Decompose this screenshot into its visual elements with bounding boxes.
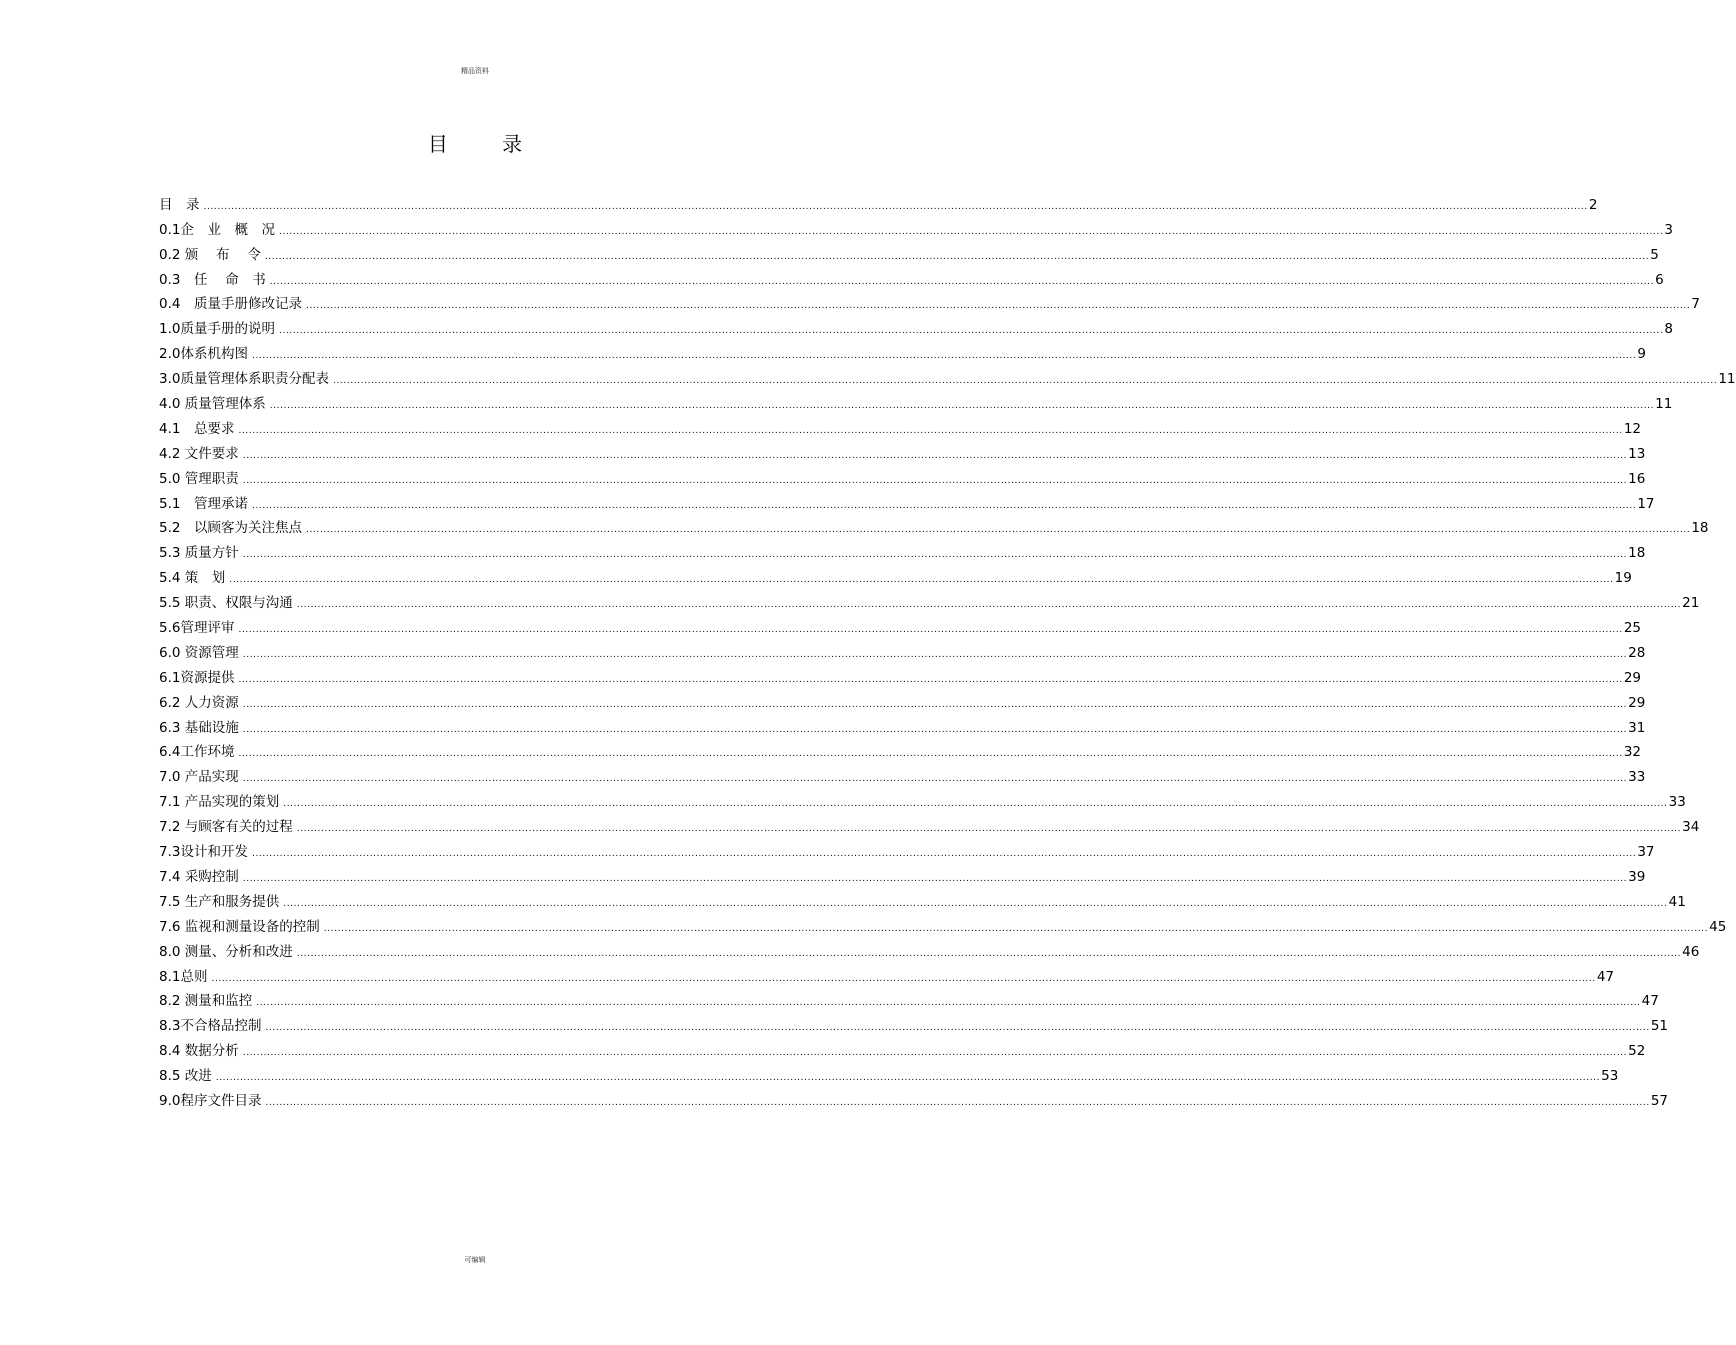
toc-entry[interactable] <box>159 935 1700 960</box>
toc-entry-label: 4.1 总要求 <box>159 420 235 437</box>
table-of-contents <box>159 188 1736 1109</box>
toc-dot-leader: ................................................................................................................................................................................................................................................................................................................................................................................................................ <box>238 674 1623 685</box>
toc-entry-label: 5.4 策 划 <box>159 570 226 587</box>
toc-dot-leader: ................................................................................................................................................................................................................................................................................................................................................................................................................ <box>305 525 1691 536</box>
toc-entry-label: 4.2 文件要求 <box>159 445 239 462</box>
toc-dot-leader: ................................................................................................................................................................................................................................................................................................................................................................................................................ <box>242 699 1628 710</box>
toc-entry-page-number: 9 <box>1637 346 1646 363</box>
toc-entry-label: 5.3 质量方针 <box>159 545 239 562</box>
toc-entry-page-number: 28 <box>1628 644 1646 661</box>
toc-entry[interactable] <box>159 611 1642 637</box>
toc-entry-page-number: 45 <box>1709 918 1727 935</box>
toc-entry[interactable] <box>159 1009 1669 1035</box>
toc-entry-label: 0.3 任 命 书 <box>159 271 266 288</box>
toc-entry[interactable] <box>159 586 1700 612</box>
toc-dot-leader: ................................................................................................................................................................................................................................................................................................................................................................................................................ <box>238 625 1623 636</box>
toc-entry-label: 7.5 生产和服务提供 <box>159 893 280 910</box>
toc-entry-label: 6.2 人力资源 <box>159 694 239 711</box>
toc-entry-label: 6.0 资源管理 <box>159 644 239 661</box>
toc-entry-label: 5.1 管理承诺 <box>159 495 248 512</box>
toc-entry[interactable] <box>159 487 1655 512</box>
toc-entry-label: 8.2 测量和监控 <box>159 993 253 1010</box>
page-header: 精品资料 <box>461 67 489 75</box>
toc-entry-label: 0.1企 业 概 况 <box>159 221 275 238</box>
toc-entry-page-number: 7 <box>1691 296 1700 313</box>
toc-entry-label: 目 录 <box>159 196 200 213</box>
toc-entry-label: 5.2 以顾客为关注焦点 <box>159 520 302 537</box>
toc-entry-page-number: 41 <box>1668 893 1686 910</box>
toc-entry-label: 4.0 质量管理体系 <box>159 396 266 413</box>
toc-entry[interactable] <box>159 760 1646 786</box>
toc-entry-page-number: 18 <box>1628 545 1646 562</box>
toc-dot-leader: ................................................................................................................................................................................................................................................................................................................................................................................................................ <box>251 351 1637 362</box>
toc-dot-leader: ................................................................................................................................................................................................................................................................................................................................................................................................................ <box>278 226 1664 237</box>
toc-dot-leader: ................................................................................................................................................................................................................................................................................................................................................................................................................ <box>265 1097 1650 1108</box>
toc-entry-page-number: 17 <box>1637 495 1655 512</box>
toc-entry-page-number: 18 <box>1691 520 1709 537</box>
toc-entry-page-number: 29 <box>1623 669 1642 686</box>
toc-dot-leader: ................................................................................................................................................................................................................................................................................................................................................................................................................ <box>242 1048 1628 1059</box>
toc-entry-page-number: 34 <box>1682 819 1700 836</box>
toc-entry-page-number: 51 <box>1650 1018 1669 1035</box>
toc-entry[interactable] <box>159 213 1673 238</box>
toc-dot-leader: ................................................................................................................................................................................................................................................................................................................................................................................................................ <box>242 774 1628 785</box>
toc-entry-page-number: 33 <box>1668 794 1686 811</box>
toc-entry-page-number: 29 <box>1628 694 1646 711</box>
toc-entry-label: 0.2 颁 布 令 <box>159 246 261 263</box>
toc-entry[interactable] <box>159 238 1659 263</box>
toc-entry-label: 8.0 测量、分析和改进 <box>159 943 293 960</box>
toc-entry[interactable] <box>159 910 1727 935</box>
toc-dot-leader: ................................................................................................................................................................................................................................................................................................................................................................................................................ <box>278 326 1664 337</box>
toc-entry-label: 0.4 质量手册修改记录 <box>159 296 302 313</box>
toc-dot-leader: ................................................................................................................................................................................................................................................................................................................................................................................................................ <box>296 824 1682 835</box>
toc-entry[interactable] <box>159 636 1646 661</box>
toc-dot-leader: ................................................................................................................................................................................................................................................................................................................................................................................................................ <box>283 799 1668 810</box>
toc-entry-page-number: 13 <box>1628 445 1646 462</box>
toc-dot-leader: ................................................................................................................................................................................................................................................................................................................................................................................................................ <box>269 401 1655 412</box>
toc-entry-label: 5.5 职责、权限与沟通 <box>159 595 293 612</box>
toc-entry[interactable] <box>159 661 1642 686</box>
toc-entry[interactable] <box>159 263 1664 288</box>
toc-dot-leader: ................................................................................................................................................................................................................................................................................................................................................................................................................ <box>242 873 1628 884</box>
toc-entry-label: 2.0体系机构图 <box>159 346 248 363</box>
toc-entry-label: 8.3不合格品控制 <box>159 1018 262 1035</box>
toc-entry[interactable] <box>159 1059 1619 1085</box>
toc-dot-leader: ................................................................................................................................................................................................................................................................................................................................................................................................................ <box>229 575 1614 586</box>
toc-dot-leader: ................................................................................................................................................................................................................................................................................................................................................................................................................ <box>242 550 1628 561</box>
toc-entry-page-number: 8 <box>1664 321 1673 338</box>
toc-dot-leader: ................................................................................................................................................................................................................................................................................................................................................................................................................ <box>242 450 1628 461</box>
toc-entry-page-number: 11 <box>1718 371 1736 388</box>
toc-dot-leader: ................................................................................................................................................................................................................................................................................................................................................................................................................ <box>242 649 1628 660</box>
page-footer: 可编辑 <box>464 1256 486 1264</box>
toc-entry[interactable] <box>159 785 1686 811</box>
toc-entry-page-number: 37 <box>1637 844 1655 861</box>
toc-dot-leader: ................................................................................................................................................................................................................................................................................................................................................................................................................ <box>332 376 1718 387</box>
toc-dot-leader: ................................................................................................................................................................................................................................................................................................................................................................................................................ <box>203 201 1588 212</box>
toc-entry-page-number: 12 <box>1623 420 1642 437</box>
toc-entry-page-number: 11 <box>1655 396 1673 413</box>
toc-entry-label: 5.6管理评审 <box>159 620 235 637</box>
toc-entry-page-number: 2 <box>1588 196 1598 213</box>
toc-entry-label: 8.1总则 <box>159 968 208 985</box>
toc-entry-label: 7.3设计和开发 <box>159 844 248 861</box>
toc-entry-page-number: 53 <box>1601 1068 1619 1085</box>
toc-entry[interactable] <box>159 362 1736 388</box>
toc-entry-page-number: 33 <box>1628 769 1646 786</box>
toc-entry-page-number: 47 <box>1596 968 1615 985</box>
toc-entry[interactable] <box>159 536 1646 562</box>
toc-entry-label: 7.6 监视和测量设备的控制 <box>159 918 320 935</box>
toc-dot-leader: ................................................................................................................................................................................................................................................................................................................................................................................................................ <box>251 849 1637 860</box>
toc-dot-leader: ................................................................................................................................................................................................................................................................................................................................................................................................................ <box>215 1073 1601 1084</box>
toc-entry-page-number: 19 <box>1614 570 1632 587</box>
toc-dot-leader: ................................................................................................................................................................................................................................................................................................................................................................................................................ <box>242 475 1628 486</box>
toc-dot-leader: ................................................................................................................................................................................................................................................................................................................................................................................................................ <box>296 948 1682 959</box>
page-title: 目 录 <box>427 132 547 156</box>
toc-dot-leader: ................................................................................................................................................................................................................................................................................................................................................................................................................ <box>238 425 1623 436</box>
toc-entry[interactable] <box>159 437 1646 462</box>
toc-entry[interactable] <box>159 387 1673 413</box>
toc-dot-leader: ................................................................................................................................................................................................................................................................................................................................................................................................................ <box>283 898 1668 909</box>
toc-entry-label: 9.0程序文件目录 <box>159 1092 262 1109</box>
toc-entry-page-number: 3 <box>1664 221 1673 238</box>
toc-entry[interactable] <box>159 561 1632 587</box>
toc-dot-leader: ................................................................................................................................................................................................................................................................................................................................................................................................................ <box>242 724 1628 735</box>
toc-entry-label: 5.0 管理职责 <box>159 470 239 487</box>
toc-entry[interactable] <box>159 860 1646 885</box>
toc-entry[interactable] <box>159 686 1646 711</box>
toc-entry[interactable] <box>159 1084 1669 1109</box>
toc-entry-label: 7.0 产品实现 <box>159 769 239 786</box>
toc-entry-page-number: 47 <box>1641 993 1659 1010</box>
toc-dot-leader: ................................................................................................................................................................................................................................................................................................................................................................................................................ <box>305 301 1691 312</box>
toc-entry-page-number: 32 <box>1623 744 1642 761</box>
toc-entry-page-number: 39 <box>1628 868 1646 885</box>
toc-entry[interactable] <box>159 711 1646 736</box>
toc-entry-page-number: 21 <box>1682 595 1700 612</box>
toc-entry[interactable] <box>159 462 1646 487</box>
toc-entry-page-number: 6 <box>1655 271 1664 288</box>
toc-dot-leader: ................................................................................................................................................................................................................................................................................................................................................................................................................ <box>264 251 1650 262</box>
toc-entry[interactable] <box>159 835 1655 861</box>
toc-entry-label: 8.5 改进 <box>159 1068 212 1085</box>
toc-entry-label: 7.1 产品实现的策划 <box>159 794 280 811</box>
toc-entry-label: 8.4 数据分析 <box>159 1043 239 1060</box>
toc-entry[interactable] <box>159 412 1642 437</box>
toc-entry[interactable] <box>159 512 1709 537</box>
toc-entry-page-number: 52 <box>1628 1043 1646 1060</box>
toc-entry-label: 6.4工作环境 <box>159 744 235 761</box>
toc-entry[interactable] <box>159 188 1598 213</box>
toc-dot-leader: ................................................................................................................................................................................................................................................................................................................................................................................................................ <box>211 973 1596 984</box>
toc-entry[interactable] <box>159 288 1700 313</box>
toc-entry-label: 3.0质量管理体系职责分配表 <box>159 371 329 388</box>
toc-entry[interactable] <box>159 885 1686 910</box>
toc-dot-leader: ................................................................................................................................................................................................................................................................................................................................................................................................................ <box>296 600 1682 611</box>
toc-entry-page-number: 25 <box>1623 620 1642 637</box>
toc-entry[interactable] <box>159 736 1642 761</box>
toc-entry[interactable] <box>159 810 1700 836</box>
toc-entry[interactable] <box>159 312 1673 338</box>
toc-dot-leader: ................................................................................................................................................................................................................................................................................................................................................................................................................ <box>323 923 1709 934</box>
toc-dot-leader: ................................................................................................................................................................................................................................................................................................................................................................................................................ <box>269 276 1655 287</box>
toc-entry[interactable] <box>159 1034 1646 1060</box>
toc-entry-page-number: 57 <box>1650 1092 1669 1109</box>
toc-entry-label: 7.4 采购控制 <box>159 868 239 885</box>
toc-entry-page-number: 31 <box>1628 719 1646 736</box>
toc-dot-leader: ................................................................................................................................................................................................................................................................................................................................................................................................................ <box>238 749 1623 760</box>
toc-dot-leader: ................................................................................................................................................................................................................................................................................................................................................................................................................ <box>251 500 1637 511</box>
toc-entry-page-number: 5 <box>1650 246 1659 263</box>
toc-entry[interactable] <box>159 337 1646 363</box>
toc-entry-label: 6.1资源提供 <box>159 669 235 686</box>
toc-entry[interactable] <box>159 985 1659 1010</box>
toc-entry-page-number: 46 <box>1682 943 1700 960</box>
toc-dot-leader: ................................................................................................................................................................................................................................................................................................................................................................................................................ <box>256 998 1641 1009</box>
toc-dot-leader: ................................................................................................................................................................................................................................................................................................................................................................................................................ <box>265 1023 1650 1034</box>
toc-entry-label: 7.2 与顾客有关的过程 <box>159 819 293 836</box>
toc-entry-label: 6.3 基础设施 <box>159 719 239 736</box>
toc-entry[interactable] <box>159 960 1615 985</box>
toc-entry-label: 1.0质量手册的说明 <box>159 321 275 338</box>
toc-entry-page-number: 16 <box>1628 470 1646 487</box>
